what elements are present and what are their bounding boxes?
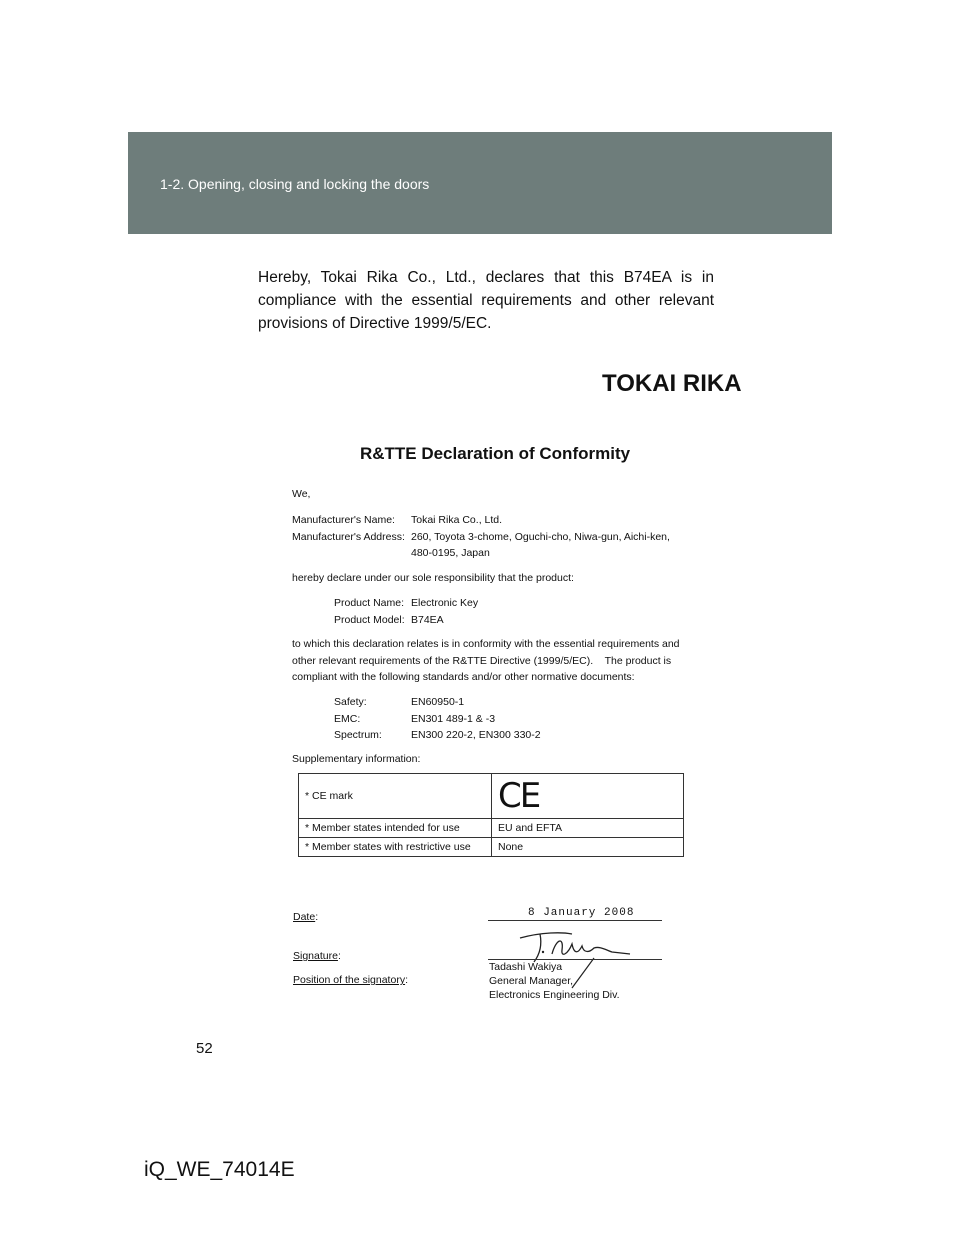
supplementary-heading: Supplementary information: [292,753,421,765]
signatory-name: Tadashi Wakiya [489,961,563,973]
conformity-line3: compliant with the following standards and/or other normative documents: [292,671,635,683]
intro-paragraph: Hereby, Tokai Rika Co., Ltd., declares that this B74EA is in compliance with the essential requirements and other relevant provisions of Directive 1999/5/EC. [258,269,714,332]
emc-value: EN301 489-1 & -3 [411,713,496,725]
product-model: B74EA [411,614,444,626]
safety-value: EN60950-1 [411,696,465,708]
product-model-label: Product Model: [334,614,405,626]
supplementary-table [298,773,684,857]
date-line [488,920,662,921]
signatory-division: Electronics Engineering Div. [489,989,620,1001]
page-number: 52 [196,1040,213,1057]
we-text: We, [292,488,311,500]
manufacturer-name: Tokai Rika Co., Ltd. [411,514,503,526]
table-cell-ce-label: * CE mark [299,774,492,819]
table-row [299,838,684,857]
spectrum-label: Spectrum: [334,729,382,741]
declaration-title: R&TTE Declaration of Conformity [359,444,631,463]
conformity-line2: other relevant requirements of the R&TTE Directive (1999/5/EC). The product is [292,655,672,667]
table-cell-label: * Member states with restrictive use [299,838,492,857]
table-cell-ce-mark [492,774,684,819]
manufacturer-address-line1: 260, Toyota 3-chome, Oguchi-cho, Niwa-gun, Aichi-ken, [411,531,670,543]
tokai-rika-logo: TOKAI RIKA [602,370,742,397]
signature-label: Signature: [293,950,341,962]
date-label: Date: [293,911,319,923]
section-title: 1-2. Opening, closing and locking the doors [160,176,430,192]
safety-label: Safety: [334,696,367,708]
table-cell-value: None [492,838,684,857]
date-value: 8 January 2008 [528,907,635,919]
signature-line [488,959,662,960]
manufacturer-address-line2: 480-0195, Japan [411,547,490,559]
table-row [299,774,684,819]
manufacturer-address-label: Manufacturer's Address: [292,531,405,543]
emc-label: EMC: [334,713,361,725]
conformity-line1: to which this declaration relates is in conformity with the essential requirements and [292,638,680,650]
product-name: Electronic Key [411,597,479,609]
hereby-text: hereby declare under our sole responsibility that the product: [292,572,574,584]
ce-mark-icon: CE [498,776,540,816]
table-cell-value: EU and EFTA [492,819,684,838]
position-label: Position of the signatory: [293,974,408,986]
section-header [128,132,832,234]
signatory-title: General Manager, [489,975,574,987]
table-row [299,819,684,838]
manufacturer-name-label: Manufacturer's Name: [292,514,395,526]
spectrum-value: EN300 220-2, EN300 330-2 [411,729,541,741]
table-cell-label: * Member states intended for use [299,819,492,838]
document-code: iQ_WE_74014E [144,1158,295,1181]
product-name-label: Product Name: [334,597,405,609]
